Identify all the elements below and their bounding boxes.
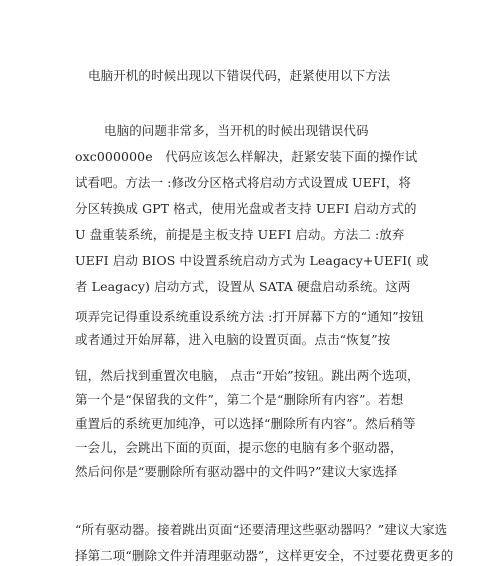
paragraph-line: 择第二项“删除文件并清理驱动器”，这样更安全，不过要花费更多的: [75, 548, 454, 563]
paragraph-line: U 盘重装系统，前提是主板支持 UEFI 启动。方法二 :放弃: [75, 227, 405, 242]
paragraph-line: 项弄完记得重设系统重设系统方法 :打开屏幕下方的“通知”按钮: [75, 309, 424, 324]
paragraph-line: 电脑的问题非常多，当开机的时候出现错误代码: [104, 123, 369, 138]
paragraph-line: 者 Leagacy) 启动方式，设置从 SATA 硬盘启动系统。这两: [75, 279, 411, 294]
paragraph-line: 然后问你是“要删除所有驱动器中的文件吗?”建议大家选择: [75, 464, 398, 479]
paragraph-line: 分区转换成 GPT 格式，使用光盘或者支持 UEFI 启动方式的: [75, 201, 417, 216]
paragraph-line: UEFI 启动 BIOS 中设置系统启动方式为 Leagacy+UEFI( 或: [75, 253, 429, 268]
paragraph-line: 试看吧。方法一 :修改分区格式将启动方式设置成 UEFI，将: [75, 175, 411, 190]
paragraph-line: “所有驱动器。接着跳出页面“还要清理这些驱动器吗？”建议大家选: [75, 522, 448, 537]
paragraph-line: oxc000000e 代码应该怎么样解决，赶紧安装下面的操作试: [75, 149, 418, 164]
paragraph-line: 第一个是“保留我的文件”，第二个是“删除所有内容”。若想: [75, 392, 404, 407]
document-title: 电脑开机的时候出现以下错误代码，赶紧使用以下方法: [88, 68, 391, 83]
paragraph-line: 重置后的系统更加纯净，可以选择“删除所有内容”。然后稍等: [75, 416, 416, 431]
paragraph-line: 或者通过开始屏幕，进入电脑的设置页面。点击“恢复”按: [75, 332, 391, 347]
paragraph-line: 一会儿，会跳出下面的页面，提示您的电脑有多个驱动器，: [75, 440, 403, 455]
paragraph-line: 钮，然后找到重置次电脑， 点击“开始”按钮。跳出两个选项，: [75, 368, 420, 383]
